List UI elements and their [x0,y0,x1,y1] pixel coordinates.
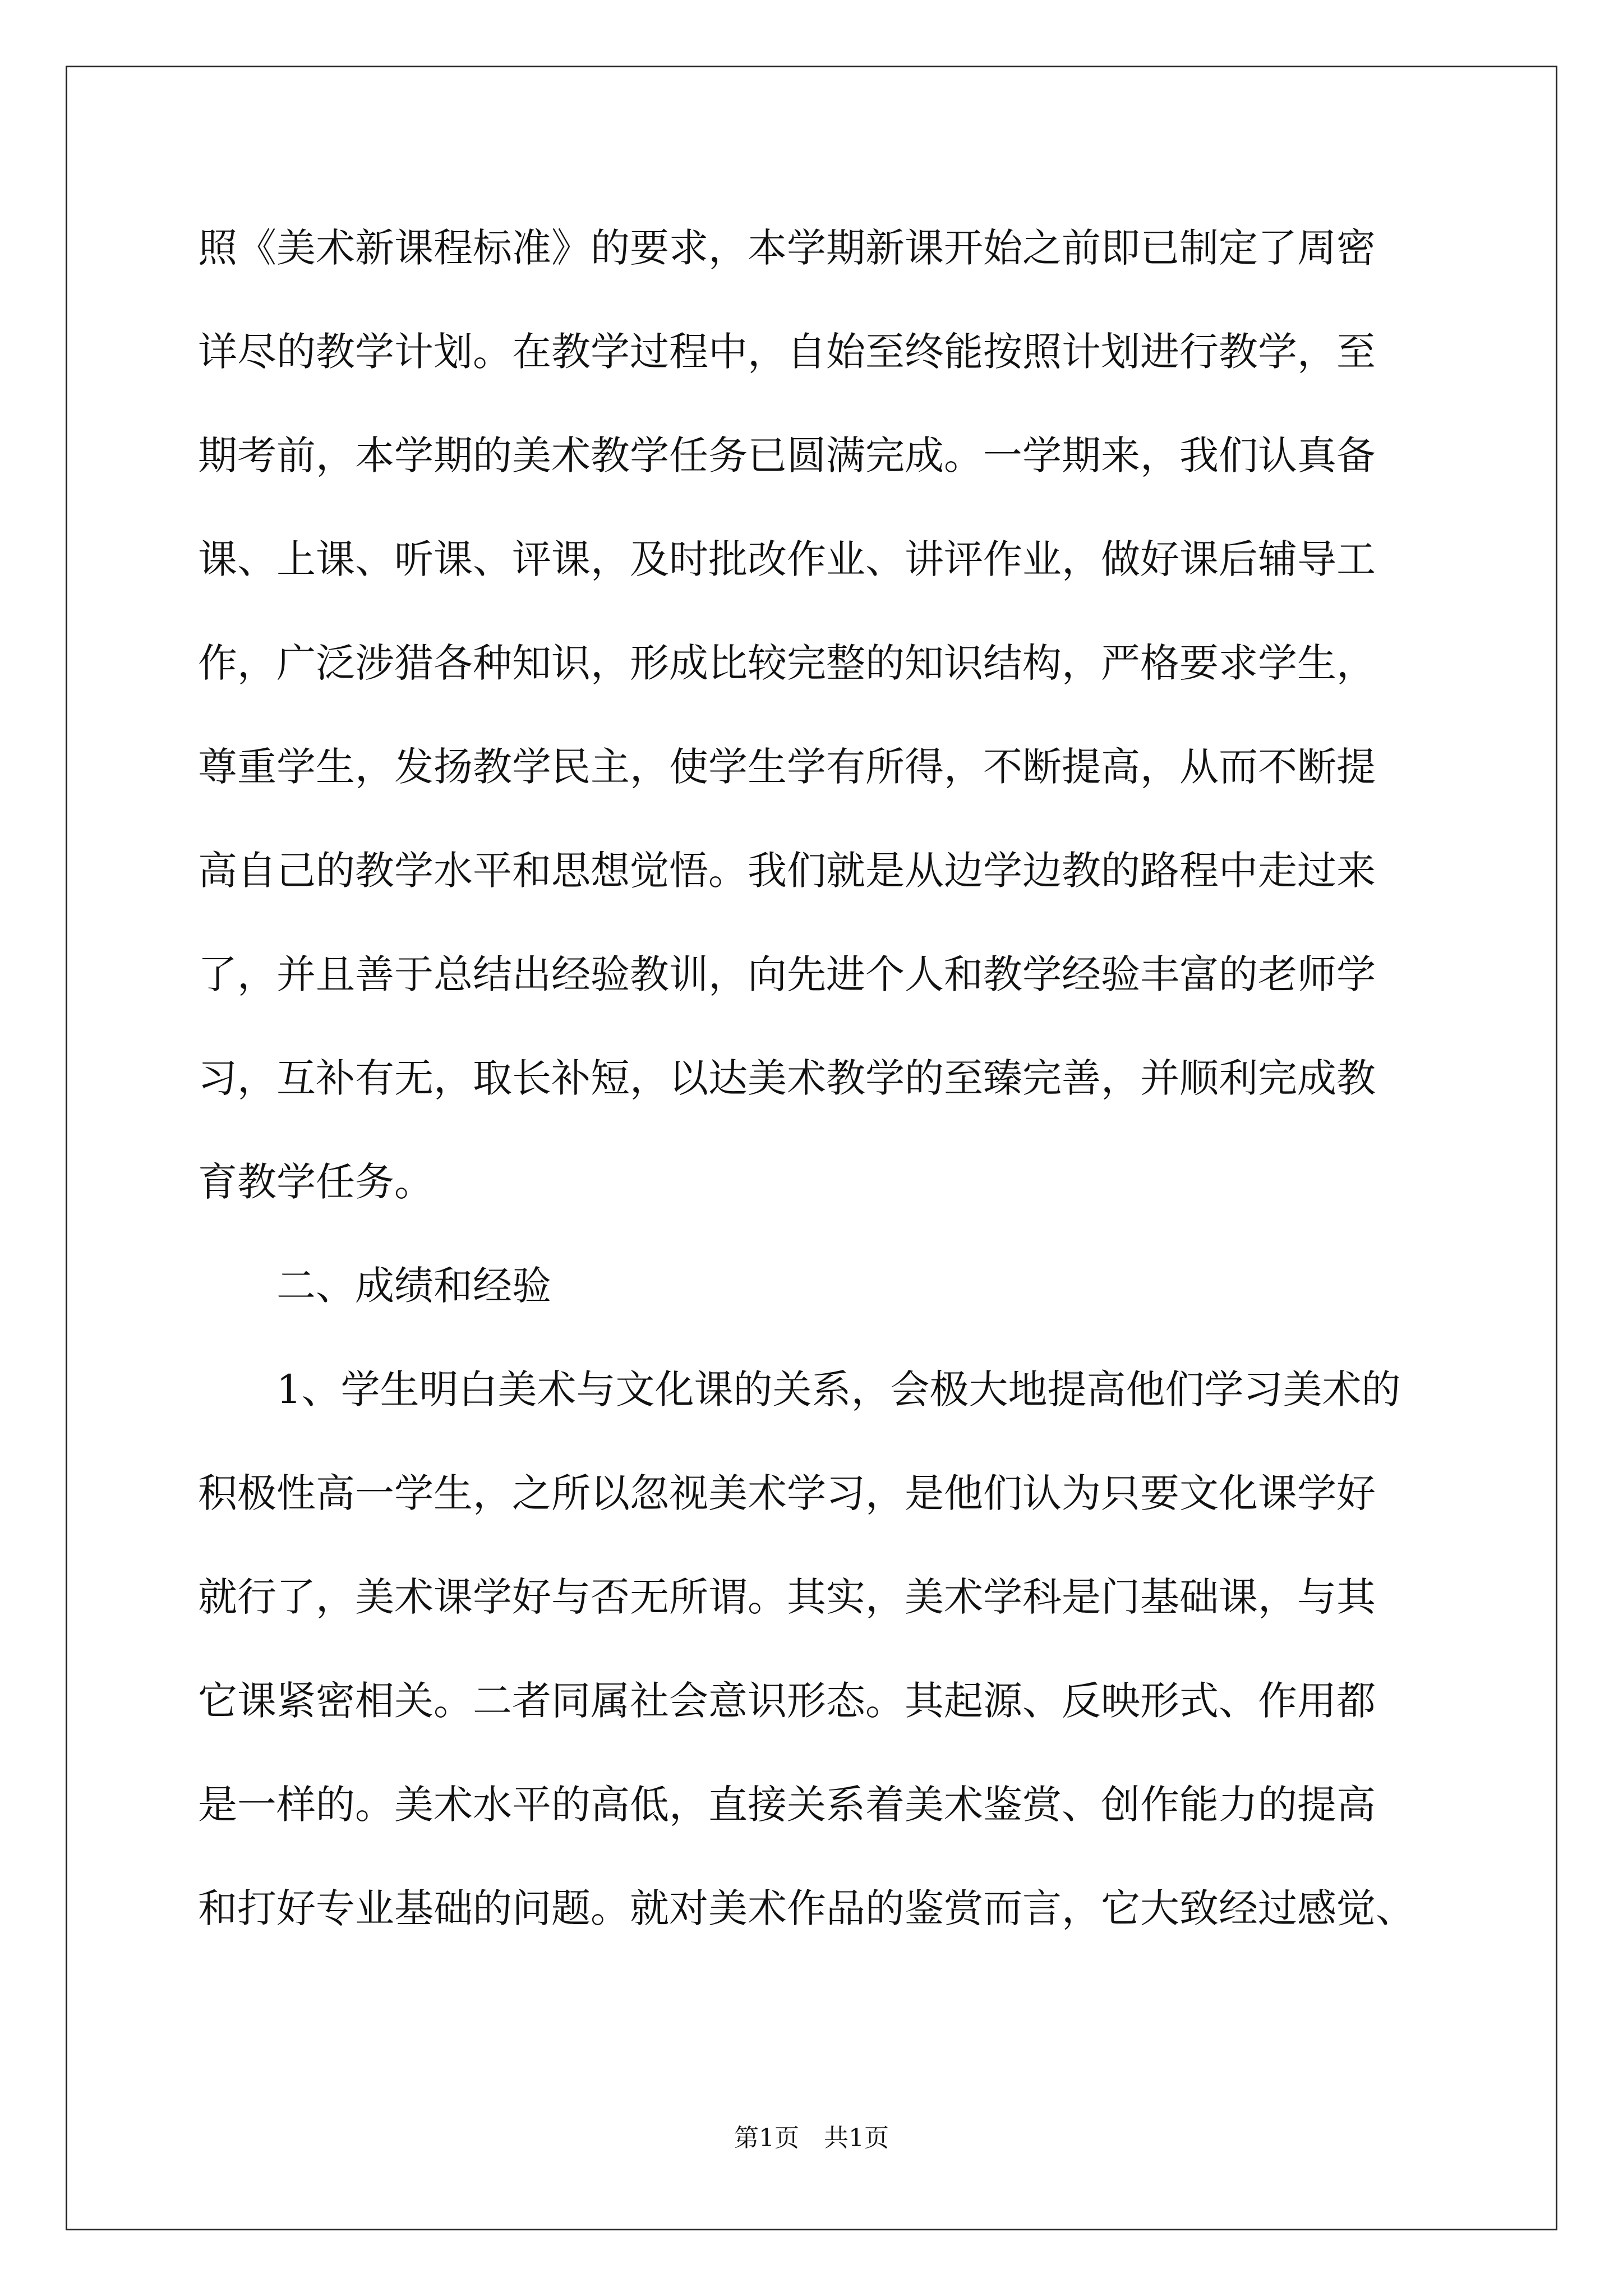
text-line: 是一样的。美术水平的高低，直接关系着美术鉴赏、创作能力的提高 [198,1782,1376,1828]
text-line: 期考前，本学期的美术教学任务已圆满完成。一学期来，我们认真备 [198,432,1376,478]
text-line: 详尽的教学计划。在教学过程中，自始至终能按照计划进行教学，至 [198,329,1376,375]
text-line: 1、学生明白美术与文化课的关系，会极大地提高他们学习美术的 [276,1366,1401,1412]
text-line: 和打好专业基础的问题。就对美术作品的鉴赏而言，它大致经过感觉、 [198,1885,1415,1931]
text-line: 照《美术新课程标准》的要求，本学期新课开始之前即已制定了周密 [198,225,1376,271]
page-footer: 第1页 共1页 [734,2124,889,2152]
text-line: 尊重学生，发扬教学民主，使学生学有所得，不断提高，从而不断提 [198,744,1376,790]
text-line: 作，广泛涉猎各种知识，形成比较完整的知识结构，严格要求学生， [198,640,1376,686]
text-line: 积极性高一学生，之所以忽视美术学习，是他们认为只要文化课学好 [198,1470,1376,1516]
text-line: 它课紧密相关。二者同属社会意识形态。其起源、反映形式、作用都 [198,1678,1376,1724]
text-line: 就行了，美术课学好与否无所谓。其实，美术学科是门基础课，与其 [198,1574,1376,1620]
text-line: 了，并且善于总结出经验教训，向先进个人和教学经验丰富的老师学 [198,951,1376,997]
text-line: 课、上课、听课、评课，及时批改作业、讲评作业，做好课后辅导工 [198,536,1376,582]
text-line: 高自己的教学水平和思想觉悟。我们就是从边学边教的路程中走过来 [198,848,1376,894]
text-line: 育教学任务。 [198,1159,434,1205]
text-line: 习，互补有无，取长补短，以达美术教学的至臻完善，并顺利完成教 [198,1055,1376,1101]
section-heading: 二、成绩和经验 [276,1263,551,1309]
